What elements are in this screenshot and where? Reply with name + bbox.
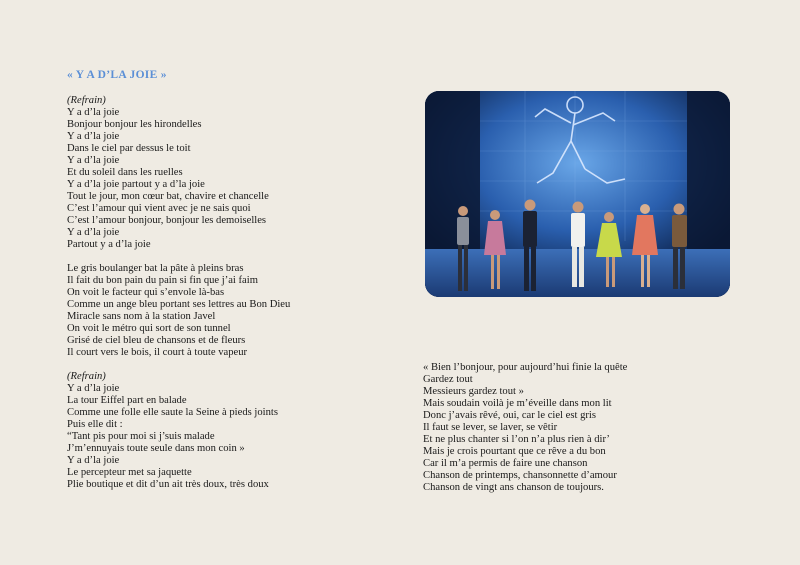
lyric-line: Y a d’la joie	[67, 131, 120, 142]
lyric-line: Y a d’la joie	[67, 455, 120, 466]
lyric-line: Tout le jour, mon cœur bat, chavire et chancelle	[67, 191, 269, 202]
lyric-line: Le percepteur met sa jaquette	[67, 467, 192, 478]
refrain-label: (Refrain)	[67, 371, 106, 382]
lyric-line: J’m’ennuyais toute seule dans mon coin »	[67, 443, 245, 454]
lyric-line: Dans le ciel par dessus le toit	[67, 143, 191, 154]
lyric-line: Et ne plus chanter si l’on n’a plus rien à dir’	[423, 434, 610, 445]
lyric-line: Y a d’la joie	[67, 155, 120, 166]
lyric-line: Miracle sans nom à la station Javel	[67, 311, 216, 322]
lyric-line: Gardez tout	[423, 374, 473, 385]
lyric-line: On voit le facteur qui s’envole là-bas	[67, 287, 225, 298]
stanza-gap	[67, 251, 290, 263]
lyric-line: Y a d’la joie	[67, 383, 120, 394]
lyrics-left-column	[67, 95, 290, 491]
lyric-line: C’est l’amour qui vient avec je ne sais quoi	[67, 203, 251, 214]
lyric-line: Chanson de vingt ans chanson de toujours.	[423, 482, 604, 493]
lyric-line: Puis elle dit :	[67, 419, 123, 430]
lyric-line: Mais je crois pourtant que ce rêve a du bon	[423, 446, 606, 457]
lyric-line: Grisé de ciel bleu de chansons et de fleurs	[67, 335, 246, 346]
lyric-line: Car il m’a permis de faire une chanson	[423, 458, 588, 469]
lyrics-right-column	[423, 362, 627, 494]
lyric-line: Le gris boulanger bat la pâte à pleins bras	[67, 263, 244, 274]
song-title: « Y A D’LA JOIE »	[67, 69, 167, 81]
lyric-line: On voit le métro qui sort de son tunnel	[67, 323, 231, 334]
lyric-line: Donc j’avais rêvé, oui, car le ciel est gris	[423, 410, 596, 421]
lyric-line: La tour Eiffel part en balade	[67, 395, 187, 406]
lyric-line: Messieurs gardez tout »	[423, 386, 524, 397]
lyric-line: Partout y a d’la joie	[67, 239, 151, 250]
lyric-line: Il court vers le bois, il court à toute vapeur	[67, 347, 248, 358]
lyric-line: Comme un ange bleu portant ses lettres au Bon Dieu	[67, 299, 291, 310]
stage-photo	[425, 91, 730, 297]
lyric-line: Il fait du bon pain du pain si fin que j’ai faim	[67, 275, 258, 286]
lyric-line: Y a d’la joie	[67, 227, 120, 238]
stanza-gap	[67, 359, 290, 371]
lyric-line: C’est l’amour bonjour, bonjour les demoiselles	[67, 215, 267, 226]
lyric-line: Comme une folle elle saute la Seine à pieds joints	[67, 407, 278, 418]
lyric-line: “Tant pis pour moi si j’suis malade	[67, 431, 215, 442]
lyric-line: Y a d’la joie partout y a d’la joie	[67, 179, 205, 190]
lyric-line: Chanson de printemps, chansonnette d’amour	[423, 470, 617, 481]
lyric-line: Plie boutique et dit d’un ait très doux, très doux	[67, 479, 269, 490]
lyric-line: Et du soleil dans les ruelles	[67, 167, 183, 178]
lyric-line: Bonjour bonjour les hirondelles	[67, 119, 202, 130]
refrain-label: (Refrain)	[67, 95, 106, 106]
lyric-line: Mais soudain voilà je m’éveille dans mon lit	[423, 398, 612, 409]
lyric-line: « Bien l’bonjour, pour aujourd’hui finie la quête	[423, 362, 628, 373]
lyric-line: Y a d’la joie	[67, 107, 120, 118]
stage-photo-illustration	[425, 91, 730, 297]
lyric-line: Il faut se lever, se laver, se vêtir	[423, 422, 558, 433]
